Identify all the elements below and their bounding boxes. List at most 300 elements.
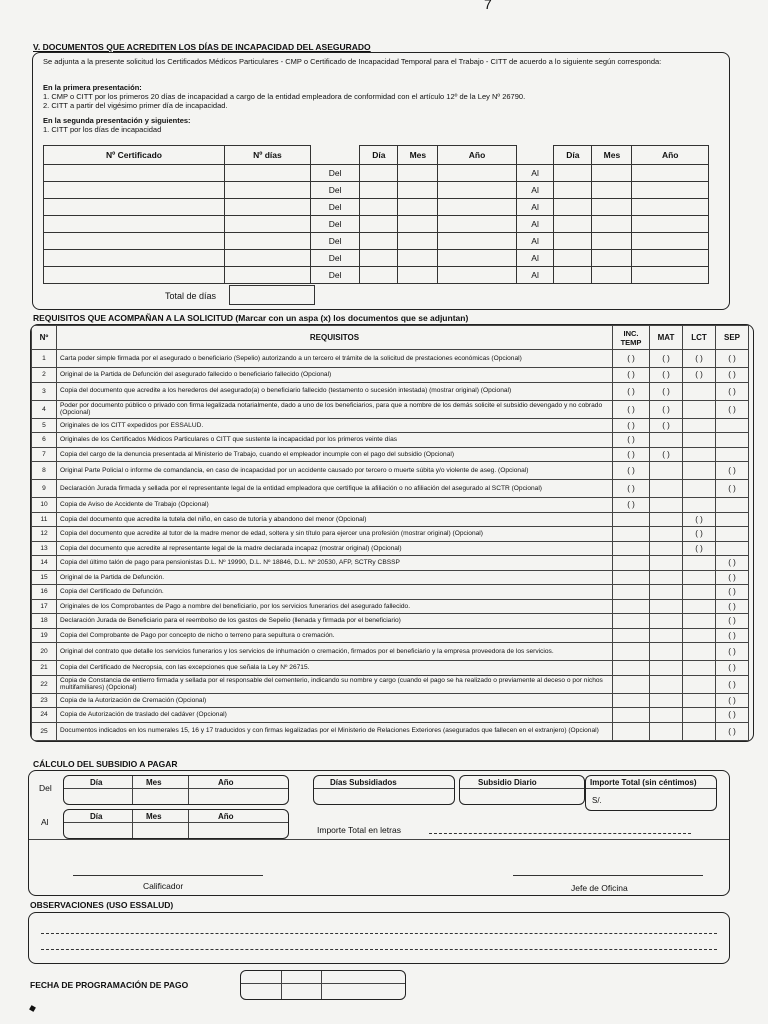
requisito-number: 3 <box>32 382 57 400</box>
requisito-row <box>32 447 749 462</box>
requisitos-box <box>30 324 754 742</box>
from-year-cell[interactable] <box>438 182 516 199</box>
calc-from-day-label: Día <box>90 778 103 787</box>
requisito-row <box>32 368 749 383</box>
importe-total-field[interactable] <box>585 775 717 811</box>
lct-checkbox[interactable]: ( ) <box>683 527 716 542</box>
requisito-number: 13 <box>32 541 57 556</box>
requisito-text: Copia del documento que acredite la tutela del niño, en caso de tutoría y abandono del menor (Opcional) <box>57 512 613 527</box>
mat-checkbox <box>650 570 683 585</box>
requisito-text: Copia del documento que acredite a los herederos del asegurado(a) o beneficiario fallecido (testamento o sucesión intestada) (mostrar original) (Opcional) <box>57 382 613 400</box>
second-presentation-heading: En la segunda presentación y siguientes: <box>43 116 191 125</box>
to-day-cell[interactable] <box>554 267 592 284</box>
dias-subsidiados-label: Días Subsidiados <box>330 778 397 787</box>
mat-checkbox[interactable]: ( ) <box>650 368 683 383</box>
calc-to-month-label: Mes <box>146 812 162 821</box>
from-year-cell[interactable] <box>438 250 516 267</box>
requisito-number: 16 <box>32 585 57 600</box>
requisito-text: Documentos indicados en los numerales 15, 16 y 17 traducidos y con firmas legalizadas por el Ministerio de Relaciones Exteriores (asegurados que fallecen en el extranjero) (Opcional) <box>57 722 613 740</box>
from-label-cell: Del <box>310 216 359 233</box>
inc-temp-checkbox <box>613 693 650 708</box>
requisito-number: 8 <box>32 462 57 480</box>
sep-checkbox[interactable]: ( ) <box>716 675 749 693</box>
sep-checkbox[interactable]: ( ) <box>716 628 749 643</box>
requisito-row <box>32 527 749 542</box>
requisito-row <box>32 585 749 600</box>
to-year-cell[interactable] <box>632 165 709 182</box>
requisito-number: 17 <box>32 599 57 614</box>
calc-from-label: Del <box>39 783 52 793</box>
requisito-row <box>32 708 749 723</box>
subsidio-diario-label: Subsidio Diario <box>478 778 537 787</box>
from-year-cell[interactable] <box>438 165 516 182</box>
from-label-cell: Del <box>310 267 359 284</box>
requisito-number: 18 <box>32 614 57 629</box>
to-day-header: Día <box>554 146 592 165</box>
requisito-number: 7 <box>32 447 57 462</box>
from-month-cell[interactable] <box>398 216 438 233</box>
cert-number-header: Nº Certificado <box>44 146 225 165</box>
first-item-2: 2. CITT a partir del vigésimo primer día de incapacidad. <box>43 101 228 110</box>
importe-total-label: Importe Total (sin céntimos) <box>590 778 697 787</box>
cert-days-cell[interactable] <box>224 233 310 250</box>
requisito-row <box>32 418 749 433</box>
sep-checkbox <box>716 433 749 448</box>
inc-temp-header: INC. TEMP <box>613 326 650 350</box>
jefe-label: Jefe de Oficina <box>571 883 628 893</box>
cert-row <box>44 233 709 250</box>
cert-number-cell[interactable] <box>44 233 225 250</box>
cert-number-cell[interactable] <box>44 250 225 267</box>
inc-temp-checkbox[interactable]: ( ) <box>613 433 650 448</box>
inc-temp-checkbox[interactable]: ( ) <box>613 447 650 462</box>
cert-number-cell[interactable] <box>44 216 225 233</box>
calc-to-date[interactable] <box>63 809 289 839</box>
sep-checkbox[interactable]: ( ) <box>716 643 749 661</box>
req-text-header: REQUISITOS <box>57 326 613 350</box>
requisito-number: 15 <box>32 570 57 585</box>
to-day-cell[interactable] <box>554 233 592 250</box>
mat-checkbox <box>650 643 683 661</box>
from-month-cell[interactable] <box>398 267 438 284</box>
to-month-cell[interactable] <box>592 165 632 182</box>
from-label-cell: Del <box>310 199 359 216</box>
calc-from-month-label: Mes <box>146 778 162 787</box>
sep-checkbox[interactable]: ( ) <box>716 382 749 400</box>
mat-checkbox[interactable]: ( ) <box>650 447 683 462</box>
calificador-signature-line[interactable] <box>73 875 263 876</box>
from-day-cell[interactable] <box>360 267 398 284</box>
to-day-cell[interactable] <box>554 199 592 216</box>
requisito-text: Original del contrato que detalle los servicios funerarios y los servicios de inhumación o cremación, firmados por el beneficiario y la empresa proveedora de los servicios. <box>57 643 613 661</box>
requisito-number: 1 <box>32 350 57 368</box>
to-label-cell: Al <box>516 267 554 284</box>
sep-checkbox[interactable]: ( ) <box>716 462 749 480</box>
requisito-row <box>32 512 749 527</box>
mat-checkbox[interactable]: ( ) <box>650 418 683 433</box>
calc-to-day-label: Día <box>90 812 103 821</box>
from-day-cell[interactable] <box>360 216 398 233</box>
requisito-row <box>32 614 749 629</box>
cert-days-cell[interactable] <box>224 267 310 284</box>
to-month-header: Mes <box>592 146 632 165</box>
mat-checkbox <box>650 614 683 629</box>
calc-to-year-label: Año <box>218 812 234 821</box>
requisito-row <box>32 480 749 498</box>
from-year-cell[interactable] <box>438 267 516 284</box>
lct-checkbox <box>683 480 716 498</box>
first-presentation-heading: En la primera presentación: <box>43 83 142 92</box>
to-label-cell: Al <box>516 182 554 199</box>
inc-temp-checkbox[interactable]: ( ) <box>613 462 650 480</box>
lct-checkbox[interactable]: ( ) <box>683 368 716 383</box>
requisito-text: Copia del Certificado de Defunción. <box>57 585 613 600</box>
sep-checkbox <box>716 527 749 542</box>
requisito-row <box>32 556 749 571</box>
mat-checkbox <box>650 556 683 571</box>
lct-checkbox <box>683 447 716 462</box>
from-month-cell[interactable] <box>398 165 438 182</box>
from-day-cell[interactable] <box>360 233 398 250</box>
requisito-text: Original de la Partida de Defunción. <box>57 570 613 585</box>
currency-symbol: S/. <box>592 796 602 805</box>
observaciones-title: OBSERVACIONES (USO ESSALUD) <box>30 900 174 910</box>
to-label-cell: Al <box>516 216 554 233</box>
requisito-text: Copia del documento que acredite al tutor de la madre menor de edad, soltera y sin título para ejercer una profesión (mostrar original) (Opcional) <box>57 527 613 542</box>
cert-days-cell[interactable] <box>224 199 310 216</box>
inc-temp-checkbox <box>613 675 650 693</box>
to-label-cell: Al <box>516 165 554 182</box>
fecha-programacion-field[interactable] <box>240 970 406 1000</box>
mat-checkbox <box>650 433 683 448</box>
lct-checkbox <box>683 570 716 585</box>
cert-number-cell[interactable] <box>44 199 225 216</box>
requisito-text: Declaración Jurada firmada y sellada por el representante legal de la entidad empleadora que certifique la afiliación o no afiliación del asegurado al SCTR (Opcional) <box>57 480 613 498</box>
inc-temp-checkbox[interactable]: ( ) <box>613 350 650 368</box>
requisito-text: Copia de Constancia de entierro firmada y sellada por el responsable del cementerio, indicando su nombre y cargo (cuando el pago se ha realizado o previamente al deceso o por nichos multifamiliares) (Opcional) <box>57 675 613 693</box>
inc-temp-checkbox[interactable]: ( ) <box>613 480 650 498</box>
from-month-cell[interactable] <box>398 182 438 199</box>
sep-checkbox <box>716 498 749 513</box>
requisito-row <box>32 350 749 368</box>
calc-from-year-label: Año <box>218 778 234 787</box>
cert-row <box>44 250 709 267</box>
mat-checkbox <box>650 599 683 614</box>
cert-days-header: Nº días <box>224 146 310 165</box>
requisito-text: Poder por documento público o privado con firma legalizada notarialmente, dado a uno de los beneficiarios, para que a nombre de los demás solicite el subsidio devengado y no cobrado (Opcional) <box>57 400 613 418</box>
cert-row <box>44 165 709 182</box>
requisito-number: 10 <box>32 498 57 513</box>
inc-temp-checkbox <box>613 570 650 585</box>
first-item-1: 1. CMP o CITT por los primeros 20 días de incapacidad a cargo de la entidad empleadora de conformidad con el artículo 12º de la Ley Nº 26790. <box>43 92 526 101</box>
lct-checkbox <box>683 498 716 513</box>
to-label-cell: Al <box>516 250 554 267</box>
mat-checkbox <box>650 708 683 723</box>
mat-checkbox <box>650 628 683 643</box>
inc-temp-checkbox <box>613 614 650 629</box>
req-number-header: Nº <box>32 326 57 350</box>
cert-number-cell[interactable] <box>44 267 225 284</box>
requisito-row <box>32 722 749 740</box>
to-day-cell[interactable] <box>554 250 592 267</box>
from-day-cell[interactable] <box>360 199 398 216</box>
inc-temp-checkbox <box>613 643 650 661</box>
from-label-cell: Del <box>310 250 359 267</box>
to-month-cell[interactable] <box>592 267 632 284</box>
lct-checkbox <box>683 661 716 676</box>
section-v-box <box>32 52 730 310</box>
dias-subsidiados-field[interactable] <box>313 775 455 805</box>
section-v-title: V. DOCUMENTOS QUE ACREDITEN LOS DÍAS DE INCAPACIDAD DEL ASEGURADO <box>33 42 371 52</box>
to-day-cell[interactable] <box>554 165 592 182</box>
requisito-row <box>32 541 749 556</box>
requisito-text: Originales de los Comprobantes de Pago a nombre del beneficiario, por los servicios funerarios del asegurado fallecido. <box>57 599 613 614</box>
lct-checkbox[interactable]: ( ) <box>683 350 716 368</box>
observaciones-box[interactable] <box>28 912 730 964</box>
lct-checkbox <box>683 643 716 661</box>
inc-temp-checkbox <box>613 661 650 676</box>
requisito-text: Copia del Certificado de Necropsia, con las excepciones que señala la Ley Nº 26715. <box>57 661 613 676</box>
lct-checkbox <box>683 708 716 723</box>
section-v-intro: Se adjunta a la presente solicitud los Certificados Médicos Particulares - CMP o Certificado de Incapacidad Temporal para el Trabajo - CITT de acuerdo a lo siguiente según corresponda: <box>43 57 662 66</box>
lct-checkbox[interactable]: ( ) <box>683 512 716 527</box>
to-day-cell[interactable] <box>554 216 592 233</box>
requisito-number: 22 <box>32 675 57 693</box>
requisito-number: 12 <box>32 527 57 542</box>
calificador-label: Calificador <box>143 881 184 891</box>
cert-number-cell[interactable] <box>44 165 225 182</box>
requisito-text: Original de la Partida de Defunción del asegurado fallecido o beneficiario fallecido (Opcional) <box>57 368 613 383</box>
calc-from-date[interactable] <box>63 775 289 805</box>
lct-checkbox <box>683 599 716 614</box>
to-label-cell: Al <box>516 199 554 216</box>
calculo-title: CÁLCULO DEL SUBSIDIO A PAGAR <box>33 759 178 769</box>
requisito-number: 5 <box>32 418 57 433</box>
requisito-number: 20 <box>32 643 57 661</box>
from-year-cell[interactable] <box>438 199 516 216</box>
requisito-row <box>32 400 749 418</box>
from-month-cell[interactable] <box>398 199 438 216</box>
sep-checkbox <box>716 512 749 527</box>
cert-row <box>44 216 709 233</box>
lct-checkbox <box>683 614 716 629</box>
to-year-cell[interactable] <box>632 182 709 199</box>
sep-checkbox[interactable]: ( ) <box>716 556 749 571</box>
sep-checkbox[interactable]: ( ) <box>716 400 749 418</box>
total-days-label: Total de días <box>165 291 217 301</box>
to-label-cell: Al <box>516 233 554 250</box>
fecha-programacion-label: FECHA DE PROGRAMACIÓN DE PAGO <box>30 980 189 990</box>
sep-checkbox[interactable]: ( ) <box>716 599 749 614</box>
inc-temp-checkbox <box>613 722 650 740</box>
inc-temp-checkbox[interactable]: ( ) <box>613 382 650 400</box>
to-month-cell[interactable] <box>592 199 632 216</box>
inc-temp-checkbox[interactable]: ( ) <box>613 498 650 513</box>
inc-temp-checkbox[interactable]: ( ) <box>613 400 650 418</box>
sep-checkbox[interactable]: ( ) <box>716 661 749 676</box>
requisito-text: Copia del cargo de la denuncia presentada al Ministerio de Trabajo, cuando el empleador incumple con el pago del subsidio (Opcional) <box>57 447 613 462</box>
inc-temp-checkbox <box>613 527 650 542</box>
from-label-cell: Del <box>310 233 359 250</box>
requisito-number: 2 <box>32 368 57 383</box>
mat-checkbox <box>650 585 683 600</box>
lct-checkbox <box>683 693 716 708</box>
from-year-cell[interactable] <box>438 216 516 233</box>
sep-checkbox[interactable]: ( ) <box>716 368 749 383</box>
to-year-cell[interactable] <box>632 233 709 250</box>
cert-days-cell[interactable] <box>224 216 310 233</box>
second-item-1: 1. CITT por los días de incapacidad <box>43 125 162 134</box>
mat-checkbox[interactable]: ( ) <box>650 350 683 368</box>
to-year-cell[interactable] <box>632 216 709 233</box>
lct-checkbox <box>683 675 716 693</box>
mat-checkbox <box>650 675 683 693</box>
requisitos-table <box>31 325 749 741</box>
to-year-cell[interactable] <box>632 199 709 216</box>
inc-temp-checkbox <box>613 599 650 614</box>
requisitos-title: REQUISITOS QUE ACOMPAÑAN A LA SOLICITUD (Marcar con un aspa (x) los documentos que se adjuntan) <box>33 313 469 323</box>
requisito-number: 6 <box>32 433 57 448</box>
requisito-text: Copia de Aviso de Accidente de Trabajo (Opcional) <box>57 498 613 513</box>
mat-checkbox[interactable]: ( ) <box>650 400 683 418</box>
requisito-text: Carta poder simple firmada por el asegurado o beneficiario (Sepelio) autorizando a un tercero el trámite de la solicitud de prestaciones económicas (Opcional) <box>57 350 613 368</box>
cert-row <box>44 199 709 216</box>
calculo-box <box>28 770 730 896</box>
lct-checkbox <box>683 433 716 448</box>
inc-temp-checkbox <box>613 512 650 527</box>
requisito-row <box>32 693 749 708</box>
mat-header: MAT <box>650 326 683 350</box>
mat-checkbox <box>650 661 683 676</box>
inc-temp-checkbox[interactable]: ( ) <box>613 418 650 433</box>
mat-checkbox <box>650 480 683 498</box>
cert-days-cell[interactable] <box>224 182 310 199</box>
mat-checkbox <box>650 527 683 542</box>
inc-temp-checkbox <box>613 556 650 571</box>
sep-checkbox[interactable]: ( ) <box>716 350 749 368</box>
scan-mark <box>29 1005 36 1012</box>
requisito-number: 9 <box>32 480 57 498</box>
requisito-number: 19 <box>32 628 57 643</box>
requisito-number: 14 <box>32 556 57 571</box>
sep-checkbox[interactable]: ( ) <box>716 722 749 740</box>
lct-checkbox <box>683 722 716 740</box>
sep-checkbox[interactable]: ( ) <box>716 693 749 708</box>
from-day-cell[interactable] <box>360 165 398 182</box>
mat-checkbox <box>650 541 683 556</box>
lct-checkbox <box>683 418 716 433</box>
requisito-row <box>32 433 749 448</box>
requisitos-header-row <box>32 326 749 350</box>
sep-checkbox[interactable]: ( ) <box>716 708 749 723</box>
from-year-cell[interactable] <box>438 233 516 250</box>
requisito-text: Declaración Jurada de Beneficiario para el reembolso de los gastos de Sepelio (llenada y firmada por el beneficiario) <box>57 614 613 629</box>
requisito-text: Original Parte Policial o informe de comandancia, en caso de incapacidad por un accidente causado por tercero o muerte súbita y/o violente de aseg. (Opcional) <box>57 462 613 480</box>
from-day-cell[interactable] <box>360 182 398 199</box>
cert-days-cell[interactable] <box>224 250 310 267</box>
from-day-cell[interactable] <box>360 250 398 267</box>
requisito-row <box>32 661 749 676</box>
lct-checkbox <box>683 628 716 643</box>
to-month-cell[interactable] <box>592 250 632 267</box>
inc-temp-checkbox <box>613 585 650 600</box>
mat-checkbox <box>650 722 683 740</box>
sep-header: SEP <box>716 326 749 350</box>
to-month-cell[interactable] <box>592 216 632 233</box>
to-month-cell[interactable] <box>592 182 632 199</box>
lct-checkbox <box>683 585 716 600</box>
cert-days-cell[interactable] <box>224 165 310 182</box>
requisito-text: Copia del documento que acredite al representante legal de la madre declarada incapaz (mostrar original) (Opcional) <box>57 541 613 556</box>
importe-letras-label: Importe Total en letras <box>317 825 401 835</box>
requisito-row <box>32 462 749 480</box>
mat-checkbox[interactable]: ( ) <box>650 382 683 400</box>
requisito-row <box>32 643 749 661</box>
requisito-text: Originales de los CITT expedidos por ESSALUD. <box>57 418 613 433</box>
sep-checkbox <box>716 447 749 462</box>
requisito-number: 21 <box>32 661 57 676</box>
sep-checkbox[interactable]: ( ) <box>716 614 749 629</box>
inc-temp-checkbox <box>613 708 650 723</box>
from-month-cell[interactable] <box>398 250 438 267</box>
mat-checkbox <box>650 512 683 527</box>
requisito-text: Copia del último talón de pago para pensionistas D.L. Nº 19990, D.L. Nº 18846, D.L. Nº 20530, AFP, SCTRy CBSSP <box>57 556 613 571</box>
requisito-text: Originales de los Certificados Médicos Particulares o CITT que sustente la incapacidad por los primeros veinte días <box>57 433 613 448</box>
requisito-number: 23 <box>32 693 57 708</box>
requisito-row <box>32 382 749 400</box>
to-month-cell[interactable] <box>592 233 632 250</box>
sep-checkbox <box>716 541 749 556</box>
mat-checkbox <box>650 498 683 513</box>
to-day-cell[interactable] <box>554 182 592 199</box>
jefe-signature-line[interactable] <box>513 875 703 876</box>
total-days-field[interactable] <box>229 285 315 305</box>
sep-checkbox[interactable]: ( ) <box>716 480 749 498</box>
cert-header-row <box>44 146 709 165</box>
from-month-cell[interactable] <box>398 233 438 250</box>
requisito-text: Copia de la Autorización de Cremación (Opcional) <box>57 693 613 708</box>
lct-checkbox <box>683 556 716 571</box>
inc-temp-checkbox[interactable]: ( ) <box>613 368 650 383</box>
from-day-header: Día <box>360 146 398 165</box>
lct-checkbox <box>683 382 716 400</box>
lct-header: LCT <box>683 326 716 350</box>
sep-checkbox <box>716 418 749 433</box>
mat-checkbox <box>650 462 683 480</box>
subsidio-diario-field[interactable] <box>459 775 585 805</box>
cert-number-cell[interactable] <box>44 182 225 199</box>
to-year-cell[interactable] <box>632 267 709 284</box>
lct-checkbox <box>683 400 716 418</box>
inc-temp-checkbox <box>613 628 650 643</box>
requisito-number: 24 <box>32 708 57 723</box>
calc-to-label: Al <box>41 817 49 827</box>
sep-checkbox[interactable]: ( ) <box>716 570 749 585</box>
requisito-text: Copia del Comprobante de Pago por concepto de nicho o terreno para sepultura o cremación. <box>57 628 613 643</box>
page-mark: 7 <box>484 0 492 12</box>
sep-checkbox[interactable]: ( ) <box>716 585 749 600</box>
requisito-row <box>32 498 749 513</box>
to-year-cell[interactable] <box>632 250 709 267</box>
cert-row <box>44 267 709 284</box>
lct-checkbox <box>683 462 716 480</box>
from-month-header: Mes <box>398 146 438 165</box>
requisito-row <box>32 570 749 585</box>
requisito-number: 11 <box>32 512 57 527</box>
importe-letras-field[interactable] <box>429 833 691 834</box>
requisito-number: 25 <box>32 722 57 740</box>
lct-checkbox[interactable]: ( ) <box>683 541 716 556</box>
